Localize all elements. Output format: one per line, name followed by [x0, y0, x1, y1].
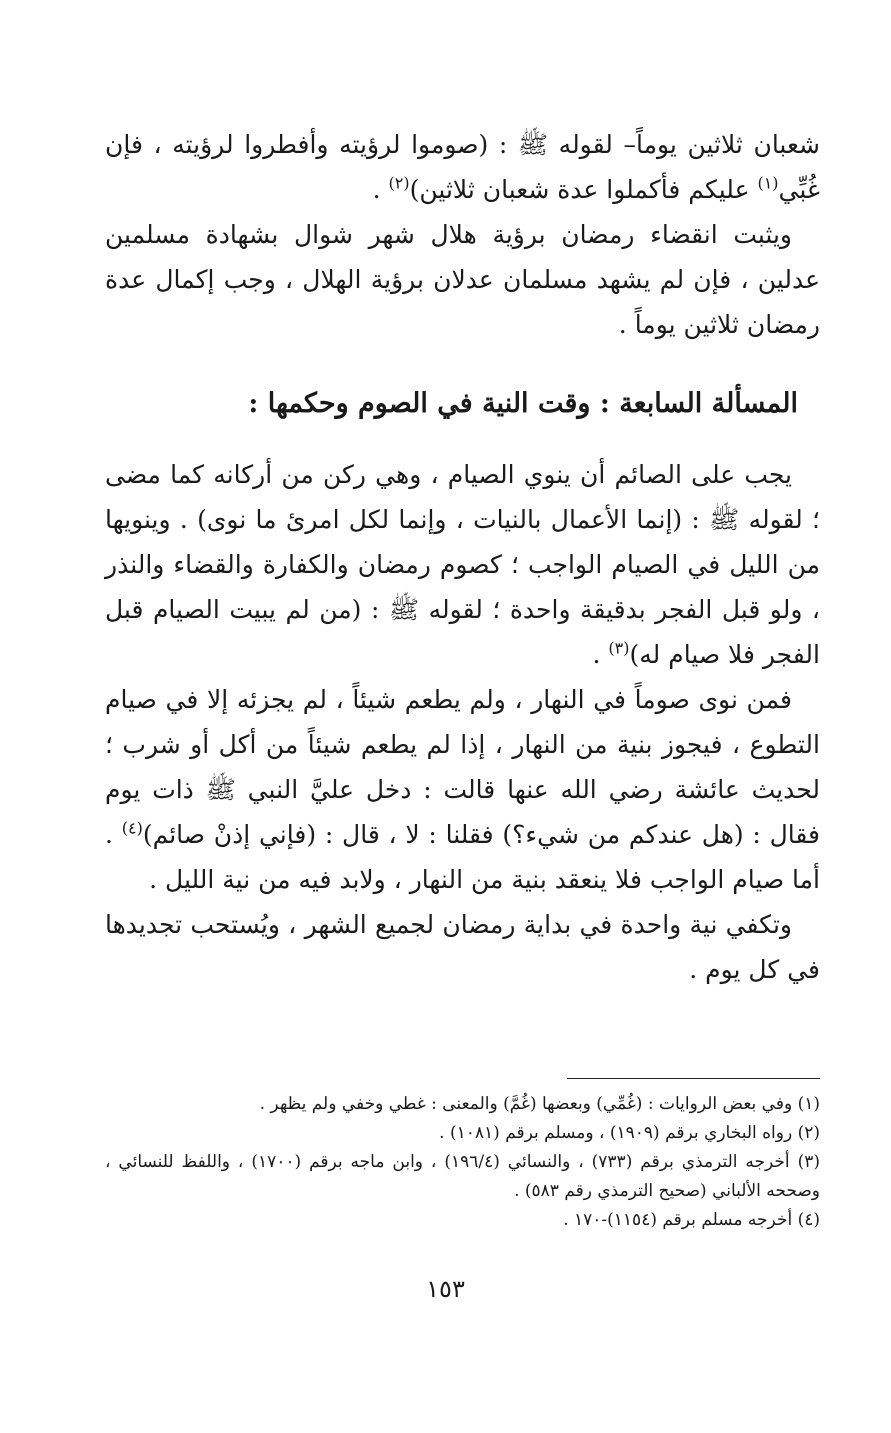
paragraph-1-continuation: عليكم فأكملوا عدة شعبان ثلاثين) [409, 175, 758, 204]
section-heading: المسألة السابعة : وقت النية في الصوم وحكمها : [248, 388, 798, 419]
paragraph-3-text: يجب على الصائم أن ينوي الصيام ، وهي ركن من أركانه كما مضى ؛ لقوله ﷺ : (إنما الأعمال بالنيات ، وإنما لكل امرئ ما نوى) . وينويها من الليل في الصيام الواجب ؛ كصوم رمضان والكفارة والقضاء والنذر ، ولو قبل الفجر بدقيقة واحدة ؛ لقوله ﷺ : (من لم يبيت الصيام قبل الفجر فلا صيام له) [105, 460, 820, 669]
paragraph-3 [105, 452, 820, 677]
footnote-ref-3[interactable]: (٣) [608, 638, 630, 658]
footnote-3: (٣) أخرجه الترمذي برقم (٧٣٣) ، والنسائي (١٩٦/٤) ، وابن ماجه برقم (١٧٠٠) ، واللفظ للنسائي ، وصححه الألباني (صحيح الترمذي رقم ٥٨٣) . [105, 1152, 820, 1201]
paragraph-4-text: فمن نوى صوماً في النهار ، ولم يطعم شيئاً ، لم يجزئه إلا في صيام التطوع ، فيجوز بنية من النهار ، إذا لم يطعم شيئاً من أكل أو شرب ؛ لحديث عائشة رضي الله عنها قالت : دخل عليَّ النبي ﷺ ذات يوم فقال : (هل عندكم من شيء؟) فقلنا : لا ، قال : (فإني إذنْ صائم) [105, 685, 820, 849]
paragraph-3-end: . [592, 640, 609, 669]
footnote-separator [567, 1078, 820, 1079]
footnotes [105, 1090, 820, 1235]
paragraph-2: ويثبت انقضاء رمضان برؤية هلال شهر شوال بشهادة مسلمين عدلين ، فإن لم يشهد مسلمان عدلان برؤية الهلال ، وجب إكمال عدة رمضان ثلاثين يوماً . [105, 220, 820, 339]
paragraph-1-end: . [372, 175, 389, 204]
page-number: ١٥٣ [426, 1275, 465, 1303]
paragraph-4 [105, 677, 820, 902]
footnote-ref-1[interactable]: (١) [757, 173, 779, 193]
footnote-2: (٢) رواه البخاري برقم (١٩٠٩) ، ومسلم برقم (١٠٨١) . [439, 1123, 820, 1143]
main-text [105, 122, 820, 992]
paragraph-1 [105, 122, 820, 212]
footnote-ref-4[interactable]: (٤) [121, 818, 143, 838]
footnote-1: (١) وفي بعض الروايات : (غُمِّي) وبعضها (غُمَّ) والمعنى : غطي وخفي ولم يظهر . [259, 1094, 820, 1114]
paragraph-5: وتكفي نية واحدة في بداية رمضان لجميع الشهر ، ويُستحب تجديدها في كل يوم . [105, 910, 820, 984]
footnote-ref-2[interactable]: (٢) [388, 173, 410, 193]
paragraph-4-end: . أما صيام الواجب فلا ينعقد بنية من النهار ، ولابد فيه من نية الليل . [105, 820, 820, 894]
paragraph-1-text: شعبان ثلاثين يوماً– لقوله ﷺ : (صوموا لرؤيته وأفطروا لرؤيته ، فإن غُبِّي [105, 130, 820, 204]
footnote-4: (٤) أخرجه مسلم برقم (١١٥٤)-١٧٠ . [563, 1210, 820, 1230]
